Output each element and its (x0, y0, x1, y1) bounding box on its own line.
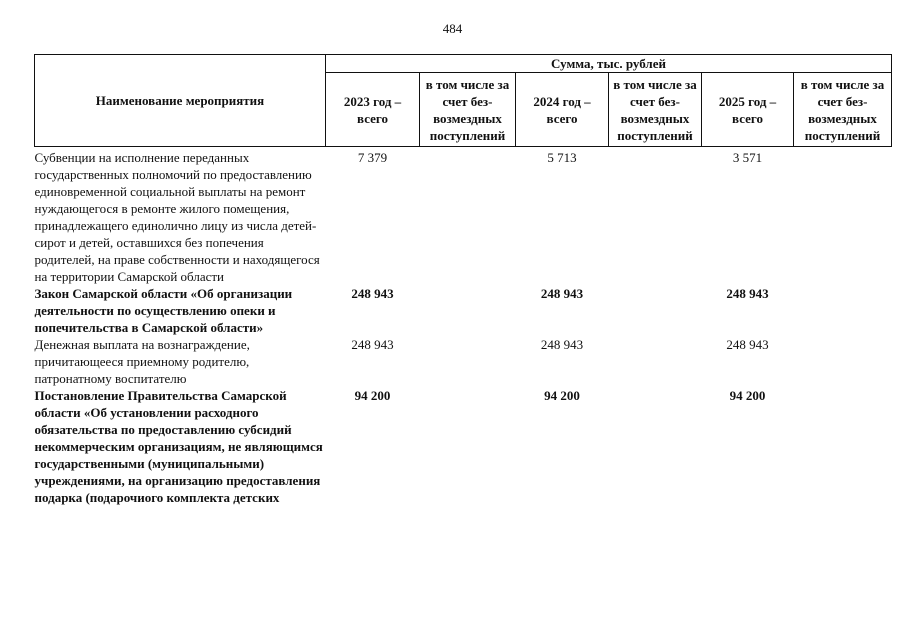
cell-2025-total: 248 943 (726, 286, 769, 301)
cell-2023-total: 248 943 (351, 337, 394, 352)
cell-2024-grants (609, 147, 702, 286)
cell-2023-grants (420, 147, 516, 286)
cell-2025-total: 248 943 (726, 337, 769, 352)
cell-2023-grants (420, 336, 516, 387)
cell-2024-total: 248 943 (540, 337, 584, 352)
cell-2025-grants (794, 387, 892, 506)
cell-2024-grants (609, 387, 702, 506)
row-name: Постановление Правительства Самарской области «Об установлении расходного обязательства по предоставлению субсидий некоммерческим организациям, не являющимся государственными (муниципальными) учреждениями, на организацию предоставления подарка (подарочиого комплекта детских (34, 388, 323, 505)
table-row (35, 387, 892, 506)
cell-2025-total: 94 200 (729, 388, 766, 403)
cell-2024-grants (609, 285, 702, 336)
row-name: Денежная выплата на вознаграждение, причитающееся приемному родителю, патронатному воспитателю (34, 337, 250, 386)
header-name: Наименование мероприятия (35, 55, 326, 147)
cell-2024-total: 248 943 (540, 286, 584, 301)
cell-2024-grants (609, 336, 702, 387)
cell-2025-grants (794, 147, 892, 286)
table-row (35, 285, 892, 336)
row-name: Закон Самарской области «Об организации деятельности по осуществлению опеки и попечительства в Самарской области» (34, 286, 293, 335)
header-sum: Сумма, тыс. рублей (326, 55, 892, 73)
row-name: Субвенции на исполнение переданных государственных полномочий по предоставлению единовременной социальной выплаты на ремонт нуждающегося в ремонте жилого помещения, принадлежащего единолично лицу из числа детей-сирот и детей, оставшихся без попечения родителей, на праве собственности и находящегося на территории Самарской области (34, 150, 320, 284)
cell-2025-grants (794, 336, 892, 387)
cell-2023-total: 94 200 (354, 388, 391, 403)
header-2023-total: 2023 год – всего (326, 73, 420, 147)
budget-table (34, 54, 892, 506)
header-2025-grants: в том числе за счет без-возмездных поступлений (794, 73, 892, 147)
cell-2023-grants (420, 285, 516, 336)
cell-2024-total: 5 713 (547, 150, 577, 165)
table-row (35, 336, 892, 387)
cell-2023-total: 7 379 (357, 150, 388, 165)
cell-2023-grants (420, 387, 516, 506)
page-number: 484 (442, 21, 463, 36)
cell-2025-total: 3 571 (732, 150, 763, 165)
table-row (35, 147, 892, 286)
cell-2025-grants (794, 285, 892, 336)
cell-2024-total: 94 200 (544, 388, 580, 403)
header-2024-total: 2024 год – всего (516, 73, 609, 147)
header-2024-grants: в том числе за счет без-возмездных поступлений (609, 73, 702, 147)
header-2023-grants: в том числе за счет без-возмездных поступлений (420, 73, 516, 147)
cell-2023-total: 248 943 (351, 286, 394, 301)
header-2025-total: 2025 год – всего (702, 73, 794, 147)
